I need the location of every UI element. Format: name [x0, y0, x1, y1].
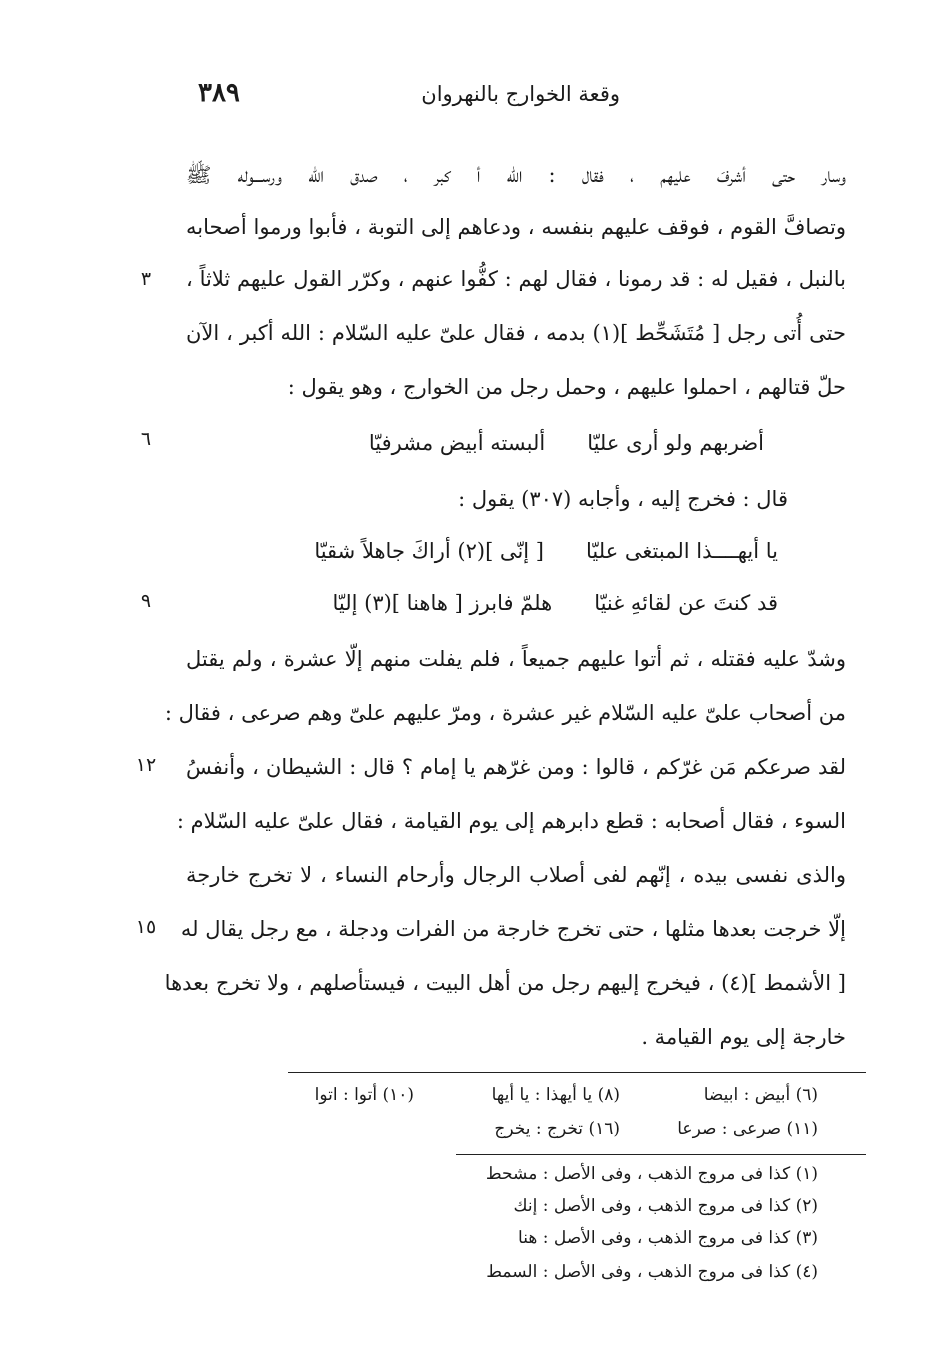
verse-line [332, 588, 778, 618]
verse-line [314, 536, 778, 566]
divider [288, 1072, 866, 1073]
running-title: وقعة الخوارج بالنهروان [421, 82, 620, 106]
text-line: حلّ قتالهم ، احملوا عليهم ، وحمل رجل من الخوارج ، وهو يقول : [287, 375, 846, 399]
hemistich: هلمّ فابرز [ هاهنا ](٣) إليّا [332, 591, 553, 615]
text-line: قال : فخرج إليه ، وأجابه (٣٠٧) يقول : [458, 487, 788, 511]
hemistich: [ إنّى ](٢) أراكَ جاهلاً شقيّا [314, 539, 544, 563]
text-line: السوء ، فقال أصحابه : قطع دابرهم إلى يوم القيامة ، فقال علىّ عليه السّلام : [176, 809, 846, 833]
page-header [150, 78, 850, 118]
text-line: خارجة إلى يوم القيامة . [641, 1025, 846, 1049]
text-line: وشدّ عليه فقتله ، ثم أتوا عليهم جميعاً ، فلم يفلت منهم إلّا عشرة ، ولم يقتل [186, 647, 846, 671]
variant-note: (١٠) أتوا : اتوا [314, 1085, 414, 1105]
variant-note: (٨) يا أيهذا : يا أيها [491, 1085, 620, 1105]
verse-line [369, 428, 764, 458]
variant-note: (٦) أبيض : ابيضا [703, 1085, 818, 1105]
text-line: لقد صرعكم مَن غرّكم ، قالوا : ومن غرّهم يا إمام ؟ قال : الشيطان ، وأنفسُ [186, 755, 846, 779]
text-line: والذى نفسى بيده ، إنّهم لفى أصلاب الرجال وأرحام النساء ، لا تخرج خارجة [186, 863, 846, 887]
line-number: ١٥ [135, 916, 157, 938]
line-number: ٦ [140, 428, 152, 450]
hemistich: أضربهم ولو أرى عليّا [587, 431, 764, 455]
footnote: (١) كذا فى مروج الذهب ، وفى الأصل : مشحط [485, 1164, 818, 1184]
text-line: بالنبل ، فقيل له : قد رمونا ، فقال لهم : كفُّوا عنهم ، وكرّر القول عليهم ثلاثاً ، [186, 267, 846, 291]
line-number: ٩ [140, 590, 152, 612]
line-number: ١٢ [135, 754, 157, 776]
hemistich: قد كنتَ عن لقائهِ غنيّا [594, 591, 778, 615]
footnote: (٤) كذا فى مروج الذهب ، وفى الأصل : السمط [486, 1262, 818, 1282]
divider [456, 1154, 866, 1155]
text-line: [ الأشمط ](٤) ، فيخرج إليهم رجل من أهل البيت ، فيستأصلهم ، ولا تخرج بعدها [164, 971, 846, 995]
footnote: (٢) كذا فى مروج الذهب ، وفى الأصل : إنك [513, 1196, 818, 1216]
line-number: ٣ [140, 268, 152, 290]
variant-note: (١١) صرعى : صرعا [677, 1119, 818, 1139]
variant-note: (١٦) تخرج : يخرج [494, 1119, 620, 1139]
text-line: إلّا خرجت بعدها مثلها ، حتى تخرج خارجة من الفرات ودجلة ، مع رجل يقال له [180, 917, 846, 941]
text-line: من أصحاب علىّ عليه السّلام غير عشرة ، ومرّ عليهم علىّ وهم صرعى ، فقال : [164, 701, 846, 725]
hemistich: ألبسته أبيض مشرفيّا [368, 431, 546, 455]
page-number: ٣٨٩ [198, 78, 240, 108]
text-line: وسار حتى أشرفَ عليهم ، فقال : الله أ كبر ، صدق الله ورســـوله ﷺ [186, 163, 846, 187]
text-line: وتصافَّ القوم ، فوقف عليهم بنفسه ، ودعاهم إلى التوبة ، فأبوا ورموا أصحابه [186, 215, 846, 239]
footnote: (٣) كذا فى مروج الذهب ، وفى الأصل : هنا [518, 1228, 818, 1248]
text-line: حتى أُتى رجل [ مُتَشَحِّط ](١) بدمه ، فقال علىّ عليه السّلام : الله أكبر ، الآن [186, 321, 846, 345]
hemistich: يا أيهــــذا المبتغى عليّا [586, 539, 778, 563]
